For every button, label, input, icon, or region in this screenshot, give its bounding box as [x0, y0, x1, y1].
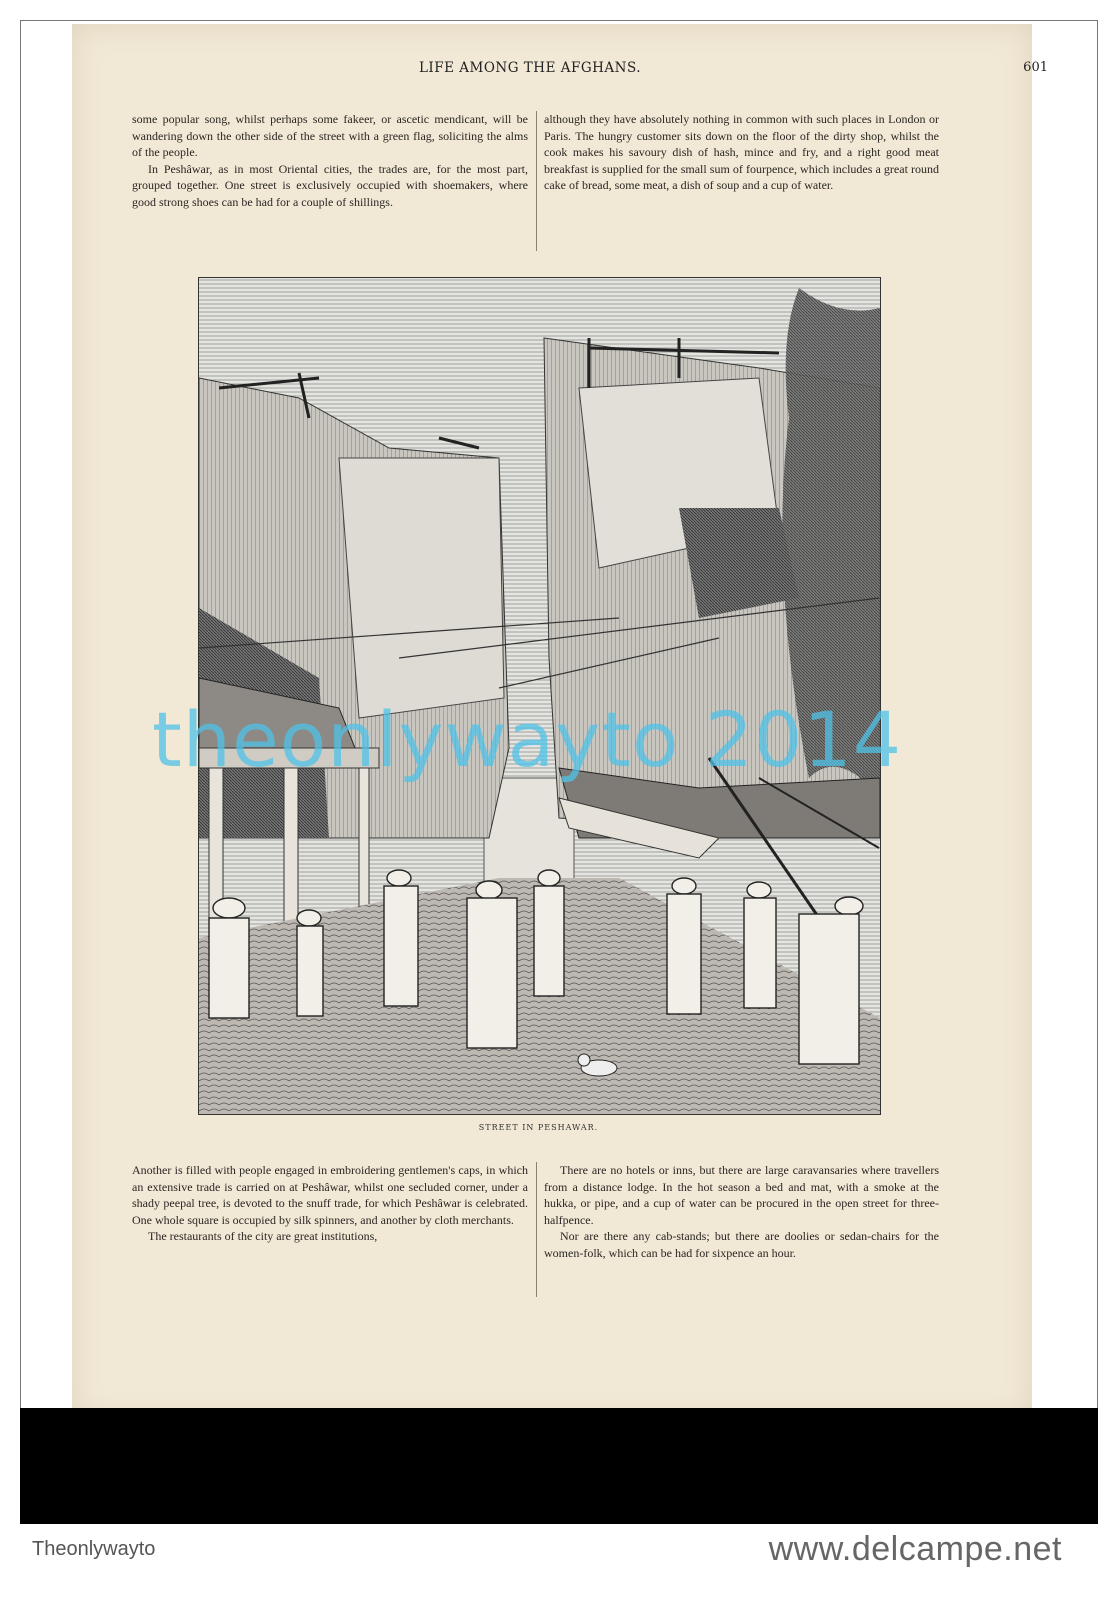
- running-header: LIFE AMONG THE AFGHANS.: [418, 60, 642, 76]
- bottom-right-column: [544, 1162, 939, 1262]
- column-divider: [536, 111, 537, 251]
- paragraph: The restaurants of the city are great institutions,: [148, 1229, 378, 1244]
- site-url: www.delcampe.net: [768, 1530, 1062, 1568]
- top-left-column: [132, 111, 528, 211]
- seller-name: Theonlywayto: [32, 1538, 156, 1560]
- watermark: theonlywayto 2014: [152, 695, 903, 784]
- paragraph: Another is filled with people engaged in embroidering gentlemen's caps, in which an extensive trade is carried on at Peshâwar, whilst one secluded corner, under a shady peepal tree, is devoted to the snuff trade, for which Peshâwar is celebrated. One whole square is occupied by silk spinners, and another by cloth merchants.: [132, 1163, 528, 1227]
- bottom-left-column: [132, 1162, 528, 1245]
- top-right-column: [544, 111, 939, 194]
- page-number: 601: [1023, 60, 1048, 75]
- paragraph: There are no hotels or inns, but there are large caravansaries where travellers from a distance lodge. In the hot season a bed and mat, with a smoke at the hukka, or pipe, and a cup of water can be procured in the open street for three-halfpence.: [544, 1163, 939, 1227]
- paragraph: some popular song, whilst perhaps some fakeer, or ascetic mendicant, will be wandering down the other side of the street with a green flag, soliciting the alms of the people.: [132, 112, 528, 160]
- paragraph: In Peshâwar, as in most Oriental cities, the trades are, for the most part, grouped together. One street is exclusively occupied with shoemakers, where good strong shoes can be had for a couple of shillings.: [132, 161, 528, 209]
- black-band: [20, 1408, 1098, 1524]
- illustration-caption: STREET IN PESHAWAR.: [478, 1123, 599, 1132]
- column-divider: [536, 1162, 537, 1297]
- paragraph: although they have absolutely nothing in common with such places in London or Paris. The hungry customer sits down on the floor of the dirty shop, whilst the cook makes his savoury dish of hash, mince and fry, and a right good meat breakfast is supplied for the small sum of fourpence, which includes a great round cake of bread, some meat, a dish of soup and a cup of water.: [544, 112, 939, 193]
- paragraph: Nor are there any cab-stands; but there are doolies or sedan-chairs for the women-folk, which can be had for sixpence an hour.: [544, 1229, 939, 1260]
